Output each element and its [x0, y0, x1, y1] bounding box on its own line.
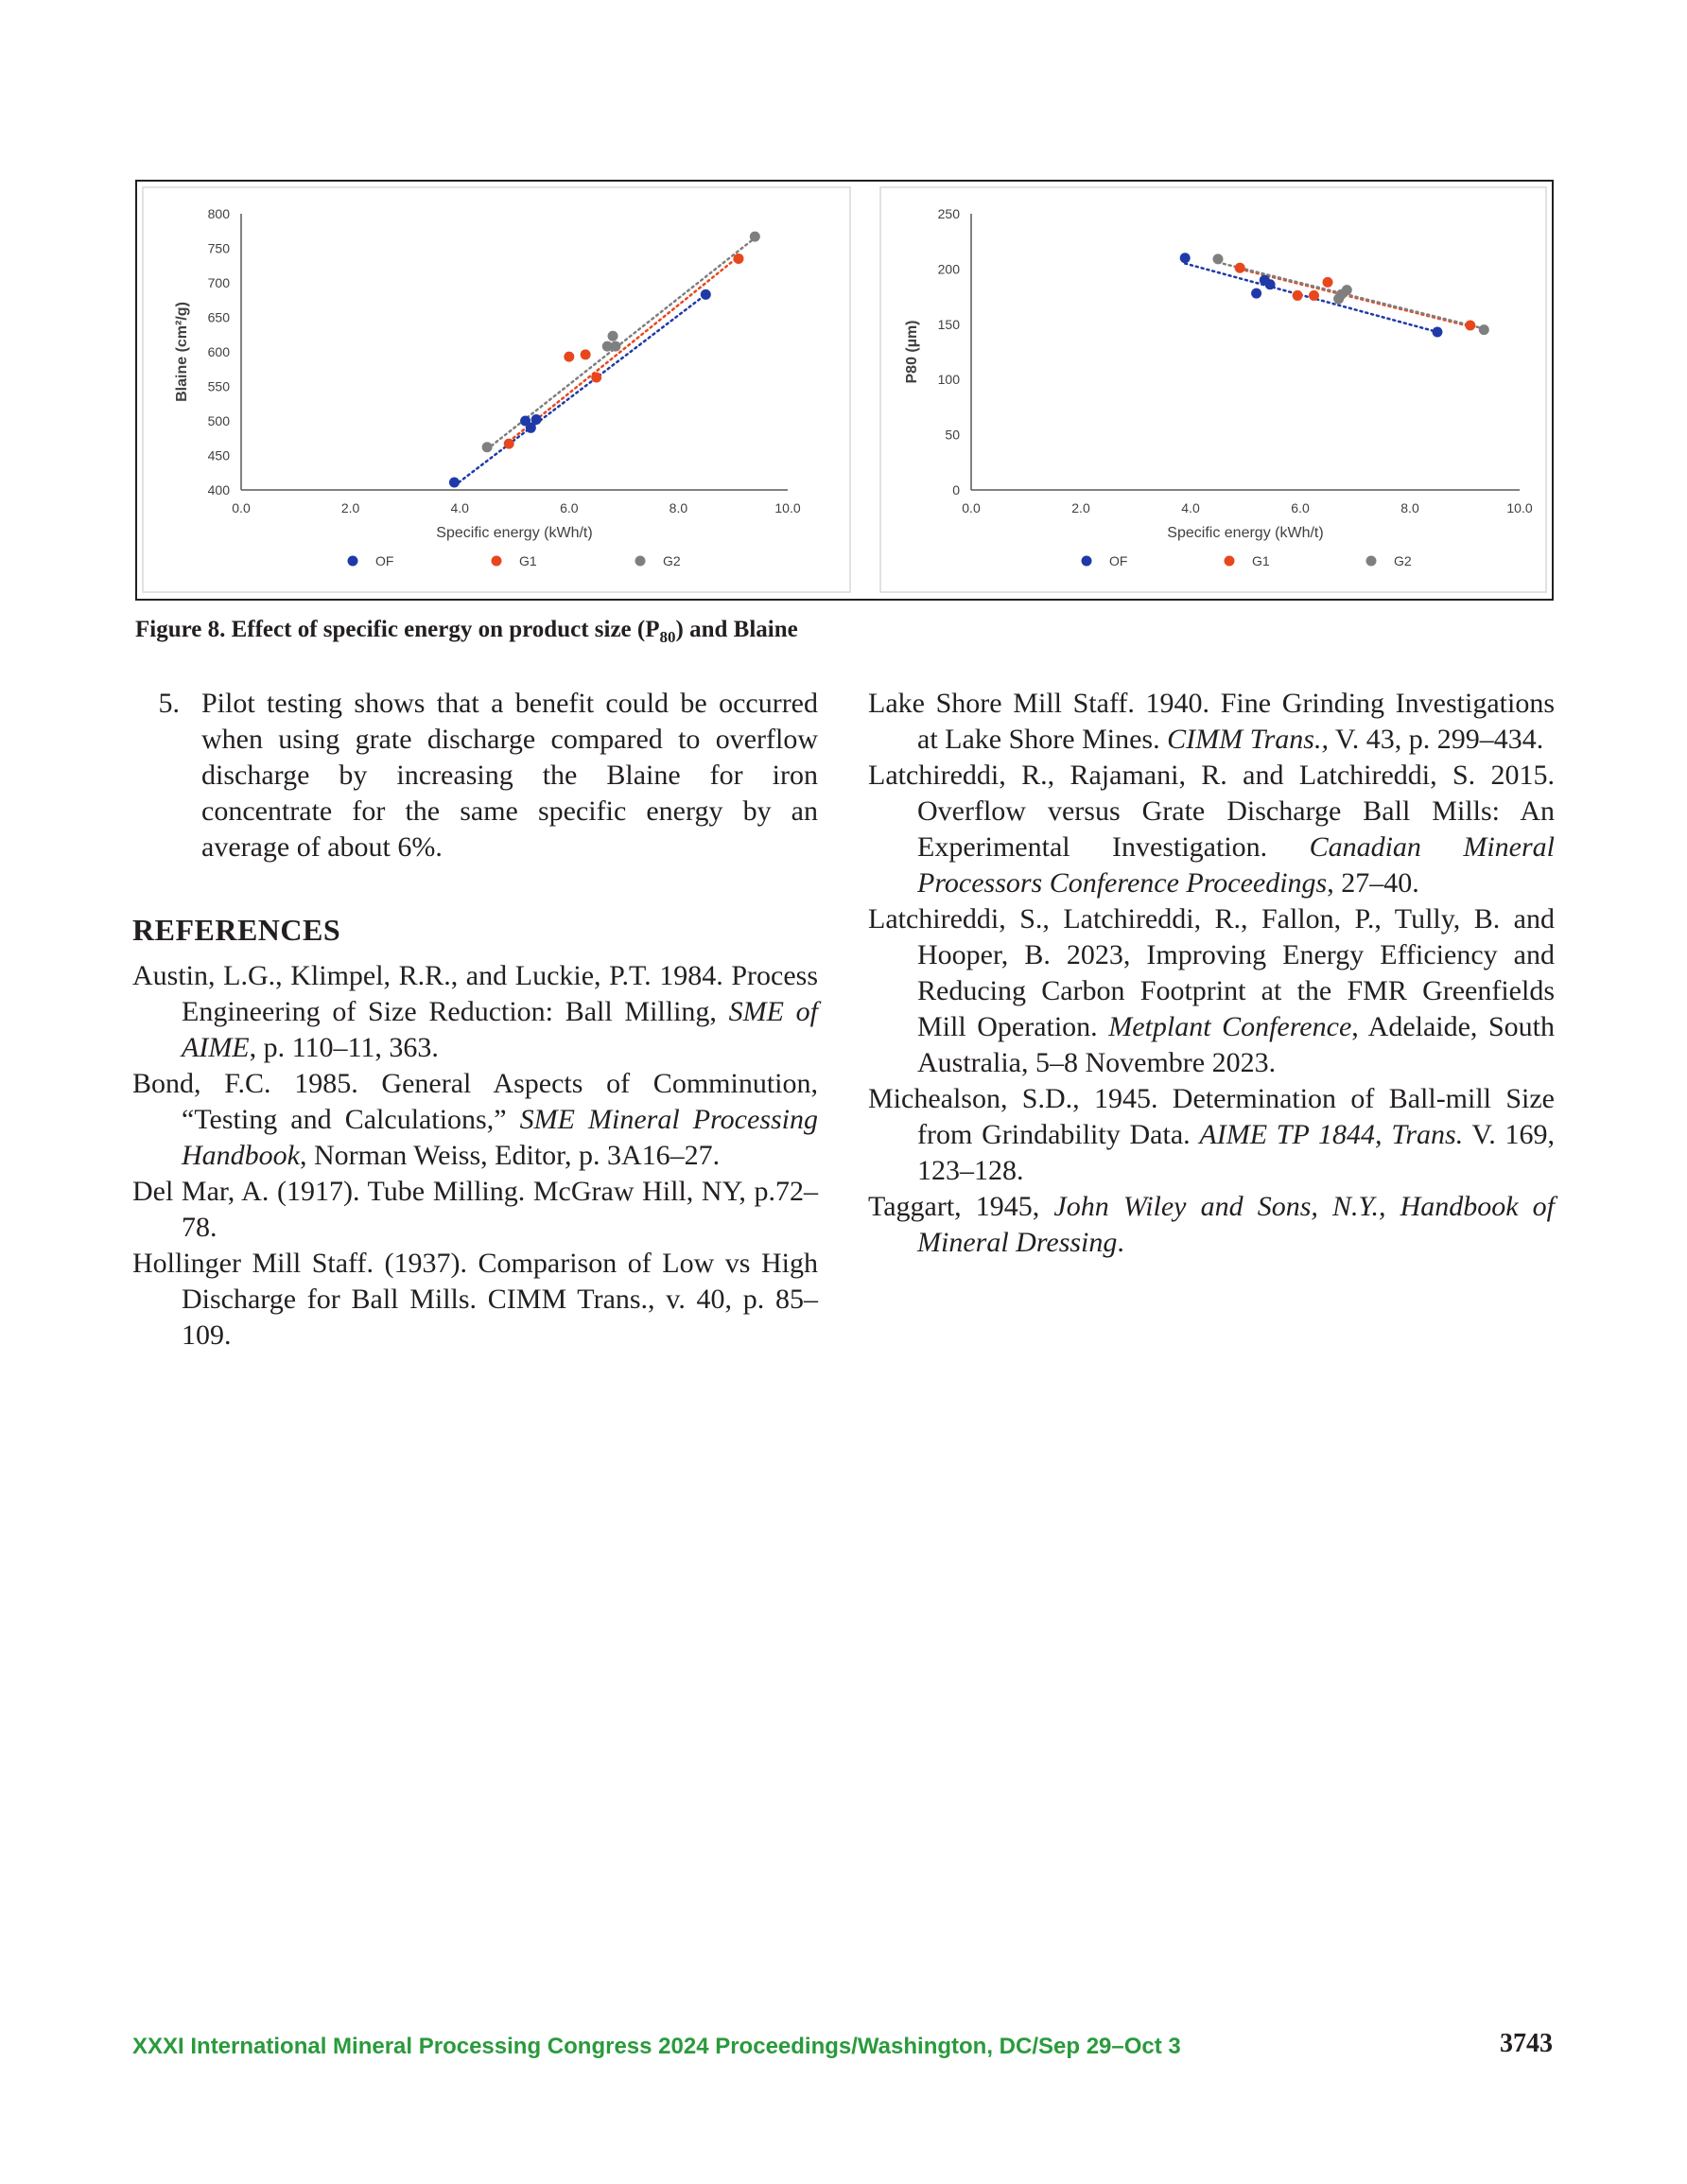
references-heading: REFERENCES — [132, 913, 341, 947]
data-point-of — [1251, 288, 1261, 299]
reference-item — [132, 1246, 818, 1354]
x-tick-label: 2.0 — [1071, 500, 1090, 515]
reference-item — [868, 1189, 1555, 1261]
references-list-right — [868, 686, 1555, 1261]
data-point-of — [1265, 279, 1276, 289]
legend-marker-g1 — [492, 556, 502, 567]
reference-text-end: , 27–40. — [1327, 867, 1419, 899]
reference-item — [868, 686, 1555, 758]
y-tick-label: 50 — [945, 427, 960, 443]
reference-italic: AIME TP 1844, Trans. — [1199, 1119, 1464, 1150]
legend-label-g2: G2 — [663, 553, 681, 568]
data-point-of — [531, 414, 542, 425]
y-tick-label: 700 — [207, 275, 230, 290]
legend-label-g2: G2 — [1394, 553, 1412, 568]
right-column — [868, 686, 1555, 1261]
legend-label-of: OF — [375, 553, 394, 568]
y-tick-label: 750 — [207, 240, 230, 256]
figure-8 — [135, 180, 1554, 601]
reference-text: Del Mar, A. (1917). Tube Milling. McGraw Hill, NY, p.72–78. — [132, 1176, 818, 1243]
chart-1 — [143, 187, 850, 592]
data-point-g2 — [750, 232, 760, 242]
legend-marker-g2 — [1366, 556, 1377, 567]
references-list-left — [132, 958, 818, 1354]
reference-text: Latchireddi, S., Latchireddi, R., Fallon, P., Tully, B. and Hooper, B. 2023, Improving Energy Efficiency and Reducing Carbon Footprint at the FMR Greenfields Mill Operation. — [868, 903, 1555, 1042]
y-tick-label: 500 — [207, 413, 230, 428]
caption-text: Figure 8. Effect of specific energy on product size (P — [135, 617, 660, 642]
data-point-g2 — [1213, 253, 1224, 264]
data-point-g1 — [1293, 290, 1303, 301]
data-point-g1 — [1235, 263, 1245, 273]
x-tick-label: 0.0 — [962, 500, 981, 515]
x-tick-label: 10.0 — [774, 500, 801, 515]
x-tick-label: 10.0 — [1506, 500, 1533, 515]
y-tick-label: 250 — [937, 206, 960, 221]
data-point-g1 — [733, 253, 743, 264]
x-axis-label: Specific energy (kWh/t) — [436, 525, 593, 541]
y-tick-label: 200 — [937, 261, 960, 277]
caption-subscript: 80 — [659, 628, 676, 646]
data-point-g1 — [1323, 277, 1333, 288]
x-tick-label: 6.0 — [560, 500, 579, 515]
x-tick-label: 0.0 — [232, 500, 251, 515]
reference-text: Latchireddi, R., Rajamani, R. and Latchireddi, S. 2015. Overflow versus Grate Discharge Ball Mills: An Experimental Investigation. — [868, 760, 1555, 863]
page-number: 3743 — [1500, 2029, 1553, 2058]
conclusion-item-5 — [132, 686, 818, 865]
x-tick-label: 8.0 — [669, 500, 688, 515]
x-tick-label: 8.0 — [1400, 500, 1419, 515]
item-text: Pilot testing shows that a benefit could be occurred when using grate discharge compared to overflow discharge by increasing the Blaine for iron concentrate for the same specific energy by an average of about 6%. — [201, 688, 818, 863]
reference-italic: Canadian Mineral Processors Conference Proceedings — [917, 831, 1555, 899]
data-point-of — [449, 477, 460, 487]
y-tick-label: 450 — [207, 447, 230, 463]
chart-2 — [880, 187, 1546, 592]
data-point-of — [1433, 326, 1443, 337]
data-point-g2 — [482, 442, 493, 452]
reference-text-end: . — [1117, 1227, 1124, 1258]
reference-text: Lake Shore Mill Staff. 1940. Fine Grinding Investigations at Lake Shore Mines. — [868, 688, 1555, 755]
item-number: 5. — [158, 688, 180, 719]
reference-text-end: , p. 110–11, 363. — [249, 1032, 439, 1063]
data-point-of — [701, 289, 711, 300]
reference-text: Bond, F.C. 1985. General Aspects of Comminution, “Testing and Calculations,” — [132, 1068, 818, 1135]
reference-italic: SME Mineral Processing Handbook — [182, 1104, 818, 1171]
reference-text-end: , Norman Weiss, Editor, p. 3A16–27. — [299, 1140, 721, 1171]
figure-8-charts — [137, 182, 1552, 599]
y-tick-label: 800 — [207, 206, 230, 221]
legend-marker-of — [348, 556, 358, 567]
reference-item — [868, 901, 1555, 1081]
reference-italic: SME of AIME — [182, 996, 818, 1063]
reference-italic: CIMM Trans., — [1167, 724, 1329, 755]
legend-marker-of — [1082, 556, 1092, 567]
y-tick-label: 650 — [207, 309, 230, 325]
y-tick-label: 550 — [207, 378, 230, 394]
footer-proceedings: XXXI International Mineral Processing Congress 2024 Proceedings/Washington, DC/Sep 29–Oct 3 — [132, 2034, 1181, 2059]
reference-text-end: , Adelaide, South Australia, 5–8 Novembre 2023. — [917, 1011, 1555, 1078]
caption-text-end: ) and Blaine — [675, 617, 798, 642]
reference-italic: Metplant Conference — [1108, 1011, 1352, 1042]
legend-label-g1: G1 — [519, 553, 537, 568]
data-point-g2 — [610, 341, 620, 352]
reference-text-end: V. 169, 123–128. — [917, 1119, 1555, 1186]
y-axis-label: P80 (µm) — [904, 320, 920, 384]
reference-item — [132, 1066, 818, 1174]
y-tick-label: 600 — [207, 344, 230, 359]
reference-text: Austin, L.G., Klimpel, R.R., and Luckie, P.T. 1984. Process Engineering of Size Reduction: Ball Milling, — [132, 960, 818, 1027]
reference-text: Michealson, S.D., 1945. Determination of Ball-mill Size from Grindability Data. — [868, 1083, 1555, 1150]
reference-text: Hollinger Mill Staff. (1937). Comparison of Low vs High Discharge for Ball Mills. CIMM Trans., v. 40, p. 85–109. — [132, 1248, 818, 1351]
x-tick-label: 4.0 — [1181, 500, 1200, 515]
reference-item — [132, 1174, 818, 1246]
reference-item — [868, 758, 1555, 901]
legend-marker-g1 — [1225, 556, 1235, 567]
reference-item — [132, 958, 818, 1066]
x-tick-label: 2.0 — [340, 500, 360, 515]
reference-item — [868, 1081, 1555, 1189]
data-point-g1 — [564, 352, 574, 362]
data-point-g2 — [1342, 285, 1352, 295]
y-tick-label: 100 — [937, 372, 960, 388]
figure-caption — [135, 617, 798, 647]
data-point-g1 — [581, 349, 591, 359]
legend-label-of: OF — [1109, 553, 1128, 568]
data-point-g2 — [608, 331, 618, 341]
x-tick-label: 6.0 — [1291, 500, 1310, 515]
data-point-g1 — [1309, 290, 1319, 301]
x-axis-label: Specific energy (kWh/t) — [1167, 525, 1324, 541]
data-point-g2 — [1479, 324, 1489, 335]
reference-italic: John Wiley and Sons, N.Y., Handbook of Mineral Dressing — [917, 1191, 1555, 1258]
reference-text-end: V. 43, p. 299–434. — [1328, 724, 1544, 755]
data-point-g1 — [1465, 320, 1475, 330]
y-tick-label: 150 — [937, 316, 960, 332]
reference-text: Taggart, 1945, — [868, 1191, 1054, 1222]
data-point-g1 — [591, 373, 601, 383]
y-tick-label: 400 — [207, 482, 230, 498]
y-tick-label: 0 — [952, 482, 960, 498]
data-point-g1 — [504, 439, 514, 449]
legend-marker-g2 — [635, 556, 646, 567]
left-column — [132, 686, 818, 1354]
data-point-of — [1180, 253, 1191, 263]
legend-label-g1: G1 — [1252, 553, 1270, 568]
x-tick-label: 4.0 — [450, 500, 469, 515]
y-axis-label: Blaine (cm²/g) — [174, 302, 190, 402]
